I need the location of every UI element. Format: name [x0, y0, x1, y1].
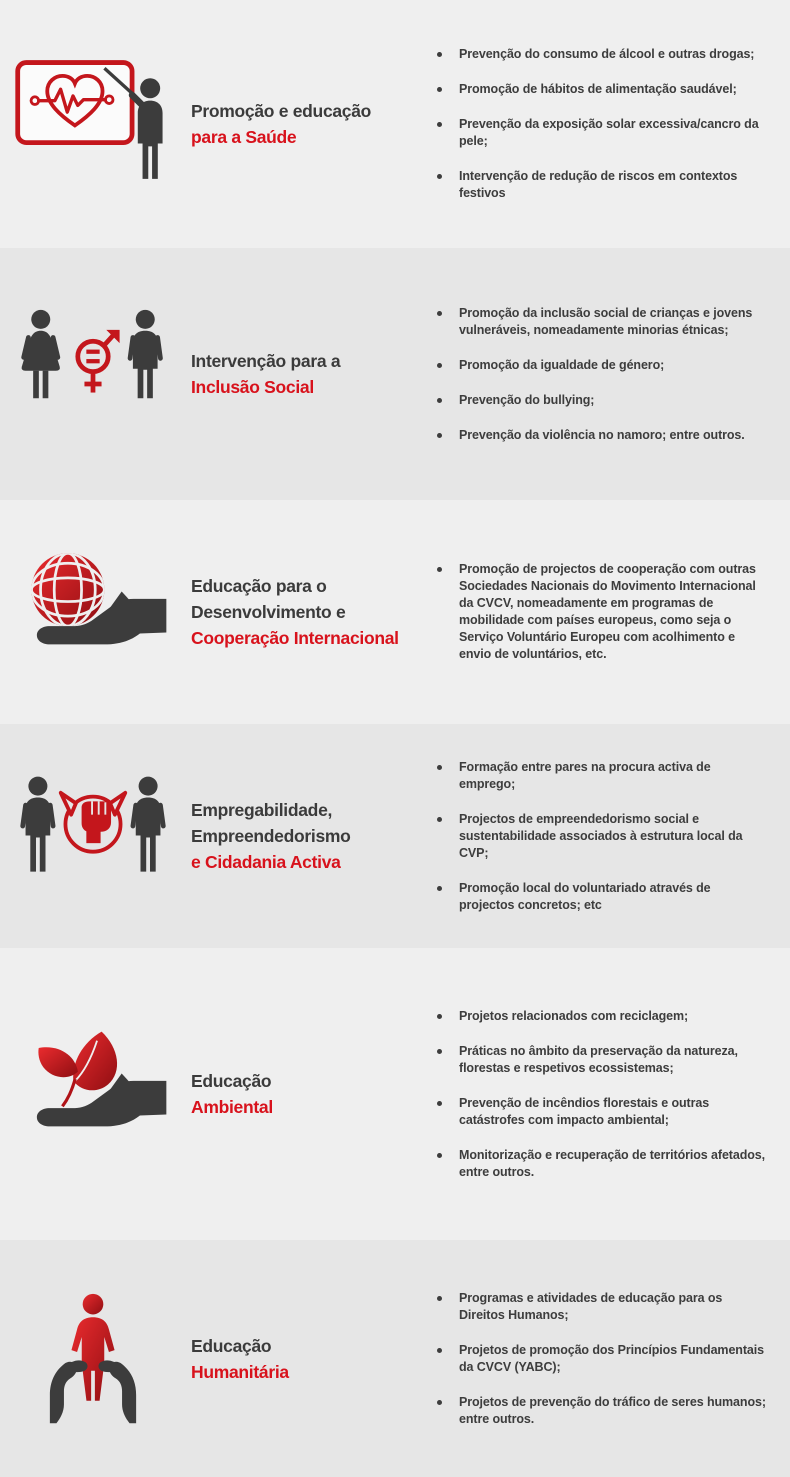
- bullet-dot: [437, 363, 442, 368]
- icon-column: [0, 1026, 185, 1163]
- bullet-text: Prevenção do consumo de álcool e outras drogas;: [459, 47, 755, 61]
- section-title: [185, 573, 433, 651]
- program-area-row: [0, 1240, 790, 1477]
- bullet-item: [437, 81, 766, 98]
- bullet-dot: [437, 1296, 442, 1301]
- bullet-dot: [437, 1049, 442, 1054]
- program-area-row: [0, 724, 790, 948]
- bullet-list: [433, 561, 766, 663]
- program-area-row: [0, 948, 790, 1240]
- section-title-line: e Cidadania Activa: [191, 852, 341, 872]
- section-title: [185, 348, 433, 400]
- bullet-item: [437, 1342, 766, 1376]
- bullet-text: Prevenção do bullying;: [459, 392, 595, 407]
- program-area-row: [0, 248, 790, 500]
- health-presentation-icon: [12, 53, 174, 196]
- bullet-text: Projetos de prevenção do tráfico de seres humanos; entre outros.: [459, 1394, 766, 1426]
- fist-dialogue-icon: [17, 765, 169, 908]
- section-title-line: para a Saúde: [191, 127, 297, 147]
- bullet-text: Prevenção da violência no namoro; entre outros.: [459, 427, 745, 442]
- bullet-list: [433, 305, 766, 444]
- section-title-line: Desenvolvimento e: [191, 602, 346, 622]
- section-title-line: Empregabilidade,: [191, 800, 333, 820]
- bullet-text: Projetos de promoção dos Princípios Fundamentais da CVCV (YABC);: [459, 1342, 764, 1374]
- bullet-text: Promoção de hábitos de alimentação saudável;: [459, 82, 737, 96]
- section-title-line: Inclusão Social: [191, 377, 314, 397]
- bullet-text: Prevenção da exposição solar excessiva/cancro da pele;: [459, 117, 759, 148]
- bullet-text: Promoção de projectos de cooperação com outras Sociedades Nacionais do Movimento Internacional da CVCV, nomeadamente em programas de mobilidade com países europeus, como seja o Serviço Voluntário Europeu com acolhimento e envio de voluntários, etc.: [459, 562, 756, 661]
- section-bullets: [433, 36, 790, 212]
- bullet-text: Projetos relacionados com reciclagem;: [459, 1008, 689, 1023]
- bullet-dot: [437, 311, 442, 316]
- bullet-item: [437, 759, 766, 793]
- program-area-row: [0, 0, 790, 248]
- section-title-line: Empreendedorismo: [191, 826, 351, 846]
- bullet-text: Intervenção de redução de riscos em contextos festivos: [459, 169, 738, 200]
- bullet-dot: [437, 398, 442, 403]
- leaf-hand-icon: [15, 1026, 170, 1163]
- bullet-dot: [437, 567, 442, 572]
- bullet-item: [437, 357, 766, 374]
- icon-column: [0, 303, 185, 446]
- globe-hand-icon: [15, 544, 170, 681]
- bullet-item: [437, 305, 766, 339]
- bullet-dot: [437, 1153, 442, 1158]
- bullet-text: Monitorização e recuperação de territórios afetados, entre outros.: [459, 1147, 766, 1179]
- bullet-item: [437, 116, 766, 150]
- bullet-text: Promoção da igualdade de género;: [459, 357, 665, 372]
- bullet-item: [437, 880, 766, 914]
- program-area-row: [0, 500, 790, 724]
- bullet-text: Promoção da inclusão social de crianças e jovens vulneráveis, nomeadamente minorias étnicas;: [459, 305, 753, 337]
- bullet-dot: [437, 765, 442, 770]
- bullet-dot: [437, 433, 442, 438]
- bullet-text: Promoção local do voluntariado através de projectos concretos; etc: [459, 880, 711, 912]
- bullet-list: [433, 759, 766, 914]
- bullet-item: [437, 1394, 766, 1428]
- bullet-dot: [437, 1101, 442, 1106]
- bullet-list: [433, 46, 766, 202]
- bullet-item: [437, 1290, 766, 1324]
- bullet-dot: [437, 174, 442, 179]
- bullet-item: [437, 427, 766, 444]
- section-title-line: Intervenção para a: [191, 351, 341, 371]
- bullet-item: [437, 392, 766, 409]
- section-bullets: [433, 551, 790, 673]
- bullet-dot: [437, 886, 442, 891]
- person-in-hands-icon: [18, 1288, 168, 1429]
- bullet-dot: [437, 122, 442, 127]
- bullet-list: [433, 1008, 766, 1181]
- icon-column: [0, 1288, 185, 1429]
- bullet-text: Formação entre pares na procura activa de emprego;: [459, 759, 711, 791]
- bullet-text: Práticas no âmbito da preservação da natureza, florestas e respetivos ecossistemas;: [459, 1043, 738, 1075]
- section-title: [185, 1068, 433, 1120]
- section-bullets: [433, 1280, 790, 1438]
- gender-inclusion-icon: [17, 303, 169, 446]
- section-title: [185, 98, 433, 150]
- bullet-list: [433, 1290, 766, 1428]
- section-bullets: [433, 749, 790, 924]
- section-title-line: Promoção e educação: [191, 101, 372, 121]
- icon-column: [0, 765, 185, 908]
- bullet-dot: [437, 87, 442, 92]
- bullet-dot: [437, 1348, 442, 1353]
- section-bullets: [433, 295, 790, 454]
- bullet-item: [437, 46, 766, 63]
- bullet-item: [437, 1147, 766, 1181]
- bullet-item: [437, 1043, 766, 1077]
- bullet-dot: [437, 52, 442, 57]
- icon-column: [0, 53, 185, 196]
- bullet-text: Prevenção de incêndios florestais e outras catástrofes com impacto ambiental;: [459, 1095, 710, 1127]
- bullet-dot: [437, 1400, 442, 1405]
- section-title-line: Ambiental: [191, 1097, 273, 1117]
- bullet-item: [437, 168, 766, 202]
- section-title-line: Educação: [191, 1335, 272, 1356]
- bullet-item: [437, 811, 766, 862]
- icon-column: [0, 544, 185, 681]
- section-bullets: [433, 998, 790, 1191]
- section-title-line: Humanitária: [191, 1361, 289, 1382]
- bullet-item: [437, 1008, 766, 1025]
- bullet-dot: [437, 817, 442, 822]
- bullet-text: Programas e atividades de educação para os Direitos Humanos;: [459, 1290, 723, 1322]
- section-title-line: Educação para o: [191, 576, 327, 596]
- bullet-item: [437, 1095, 766, 1129]
- section-title: [185, 797, 433, 875]
- section-title-line: Cooperação Internacional: [191, 628, 399, 648]
- bullet-text: Projectos de empreendedorismo social e sustentabilidade associados à estrutura local da CVP;: [459, 811, 743, 860]
- bullet-dot: [437, 1014, 442, 1019]
- section-title: [185, 1333, 433, 1385]
- bullet-item: [437, 561, 766, 663]
- section-title-line: Educação: [191, 1071, 272, 1091]
